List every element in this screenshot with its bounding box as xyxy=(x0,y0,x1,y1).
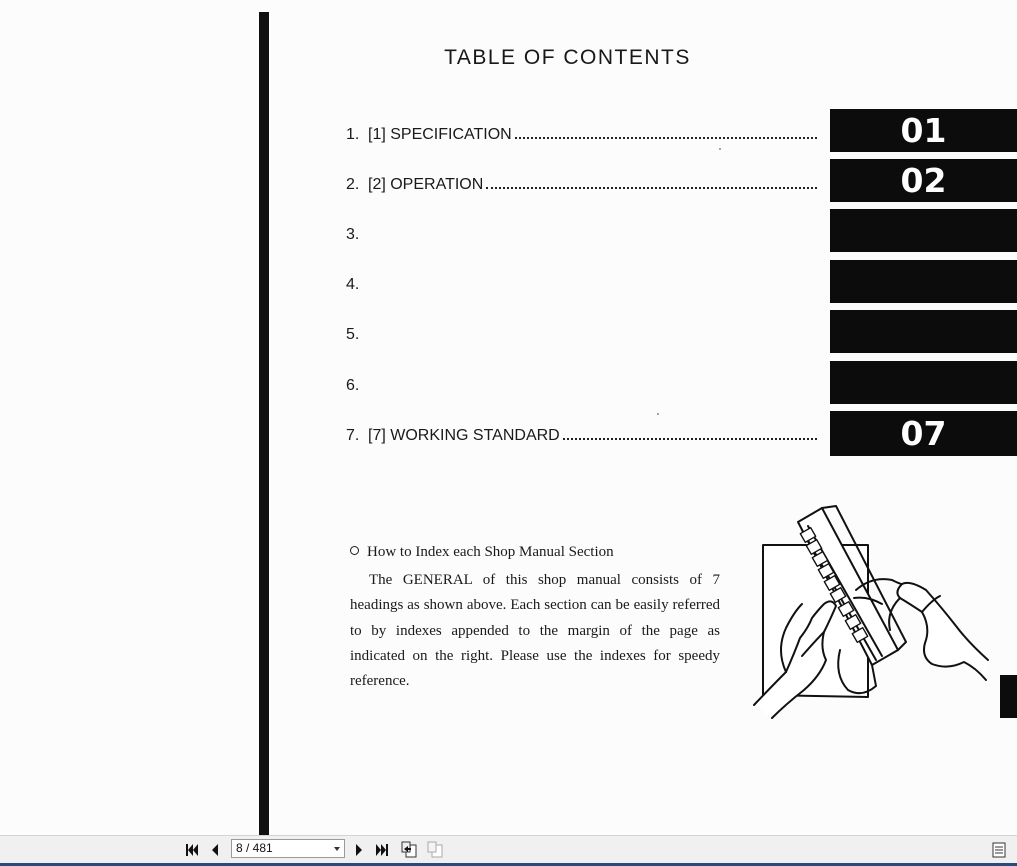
go-forward-view-icon xyxy=(426,841,444,859)
page-number-field[interactable] xyxy=(231,839,345,858)
scan-speck xyxy=(719,148,721,150)
index-tab-6 xyxy=(830,361,1017,404)
index-tab-1 xyxy=(830,109,1017,152)
index-tab-4 xyxy=(830,260,1017,303)
note-body: The GENERAL of this shop manual consists of 7 headings as shown above. Each section can be easily referred to by indexes appended to the margin of the page as indicated on the right. Please use the indexes for speedy reference. xyxy=(350,572,720,690)
index-tab-number: 01 xyxy=(900,111,947,150)
toc-number: 4. xyxy=(346,276,360,293)
index-tab-5 xyxy=(830,310,1017,353)
next-page-button[interactable] xyxy=(349,840,369,860)
toc-leader xyxy=(486,186,817,189)
toc-number: 2. xyxy=(346,176,360,193)
toc-label: [1] SPECIFICATION xyxy=(368,126,512,143)
toc-leader xyxy=(515,136,817,139)
toc-row-5 xyxy=(346,320,821,344)
chevron-down-icon[interactable] xyxy=(334,847,340,851)
scan-speck xyxy=(657,413,659,415)
margin-index-tab xyxy=(1000,675,1017,718)
toc-row-6 xyxy=(346,371,821,395)
first-page-icon xyxy=(185,843,199,857)
first-page-button[interactable] xyxy=(182,840,202,860)
go-back-view-icon xyxy=(400,841,418,859)
last-page-button[interactable] xyxy=(372,840,392,860)
page-number-value: 8 / 481 xyxy=(236,841,273,855)
toc-number: 1. xyxy=(346,126,360,143)
note-heading xyxy=(350,544,614,561)
index-tab-number: 02 xyxy=(900,161,947,200)
toc-row-2 xyxy=(346,170,821,194)
index-tab-number: 07 xyxy=(900,414,947,453)
page-layout-icon xyxy=(992,842,1006,858)
toc-row-7 xyxy=(346,421,821,445)
previous-page-icon xyxy=(210,843,220,857)
toc-number: 6. xyxy=(346,377,360,394)
hands-flipping-manual-illustration xyxy=(750,500,1000,725)
previous-page-button[interactable] xyxy=(205,840,225,860)
go-back-view-button[interactable] xyxy=(399,840,419,860)
viewer-toolbar xyxy=(0,835,1017,863)
toc-number: 3. xyxy=(346,226,360,243)
page-binding-edge xyxy=(259,12,269,835)
toc-leader xyxy=(563,437,817,440)
toc-row-1 xyxy=(346,120,821,144)
toc-row-3 xyxy=(346,220,821,244)
next-page-icon xyxy=(354,843,364,857)
toc-row-4 xyxy=(346,270,821,294)
index-tab-7 xyxy=(830,411,1017,456)
index-tab-2 xyxy=(830,159,1017,202)
last-page-icon xyxy=(375,843,389,857)
toc-label: [7] WORKING STANDARD xyxy=(368,427,560,444)
page-title: TABLE OF CONTENTS xyxy=(444,46,691,69)
index-tab-3 xyxy=(830,209,1017,252)
toc-label: [2] OPERATION xyxy=(368,176,484,193)
bullet-circle-icon xyxy=(350,546,359,555)
go-forward-view-button[interactable] xyxy=(425,840,445,860)
toc-number: 7. xyxy=(346,427,360,444)
toc-number: 5. xyxy=(346,326,360,343)
page-layout-button[interactable] xyxy=(989,840,1009,860)
note-heading-text: How to Index each Shop Manual Section xyxy=(367,544,614,560)
